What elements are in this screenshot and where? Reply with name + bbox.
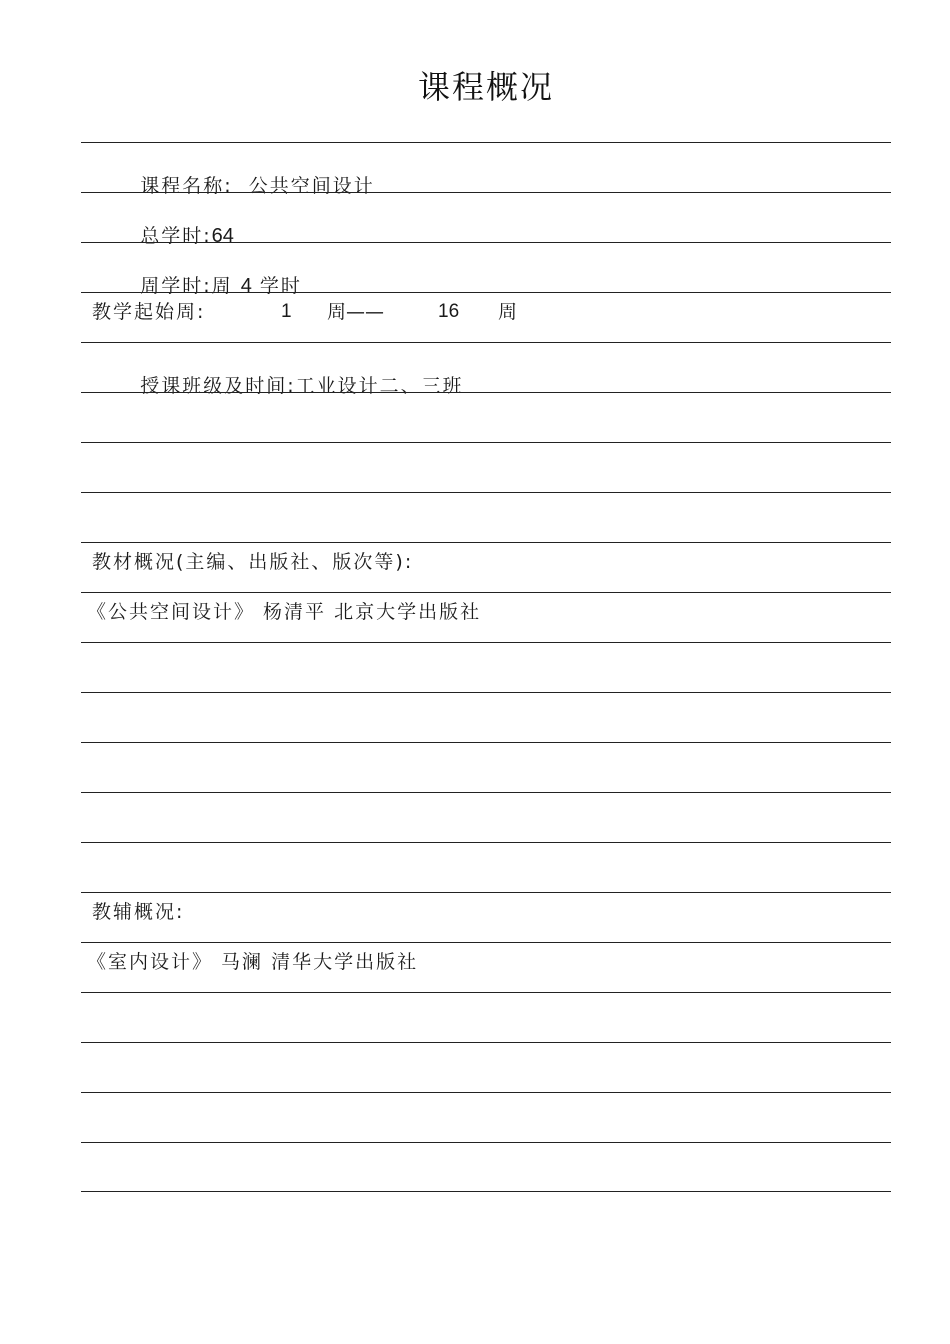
teaching-weeks-unit: 周	[498, 301, 518, 323]
textbook-label: 教材概况(主编、出版社、版次等):	[92, 551, 414, 573]
weekly-hours-prefix: 周	[211, 275, 233, 297]
course-name-label: 课程名称:	[140, 175, 233, 197]
weekly-hours-value: 4	[240, 275, 252, 297]
supplementary-entry: 《室内设计》 马澜 清华大学出版社	[87, 951, 419, 973]
weekly-hours-row	[81, 242, 891, 297]
blank-row	[81, 692, 891, 742]
classes-row	[81, 342, 891, 397]
total-hours-value: 64	[211, 225, 234, 247]
blank-row	[81, 1142, 891, 1192]
textbook-entry-row	[81, 592, 891, 642]
total-hours-row	[81, 192, 891, 247]
teaching-weeks-end: 16	[438, 301, 460, 322]
teaching-weeks-label: 教学起始周:	[92, 301, 206, 323]
supplementary-label-row	[81, 892, 891, 942]
total-hours-label: 总学时:	[140, 225, 212, 247]
course-name-row	[81, 142, 891, 197]
blank-row	[81, 1092, 891, 1142]
teaching-weeks-start: 1	[281, 301, 292, 322]
classes-label: 授课班级及时间:	[140, 375, 296, 397]
course-name-value: 公共空间设计	[248, 175, 375, 197]
blank-row	[81, 442, 891, 492]
supplementary-label: 教辅概况:	[92, 901, 185, 923]
page-title: 课程概况	[417, 68, 554, 106]
classes-value: 工业设计二、三班	[295, 375, 464, 397]
textbook-label-row	[81, 542, 891, 592]
teaching-weeks-mid: 周——	[327, 301, 385, 323]
textbook-entry: 《公共空间设计》 杨清平 北京大学出版社	[87, 601, 482, 623]
blank-row	[81, 742, 891, 792]
blank-row	[81, 492, 891, 542]
blank-row	[81, 1042, 891, 1092]
blank-row	[81, 642, 891, 692]
weekly-hours-suffix: 学时	[259, 275, 302, 297]
teaching-weeks-row	[81, 292, 891, 342]
supplementary-entry-row	[81, 942, 891, 992]
blank-row	[81, 392, 891, 442]
blank-row	[81, 992, 891, 1042]
weekly-hours-label: 周学时:	[140, 275, 212, 297]
blank-row	[81, 792, 891, 842]
course-overview-sheet	[81, 142, 891, 1192]
blank-row	[81, 842, 891, 892]
